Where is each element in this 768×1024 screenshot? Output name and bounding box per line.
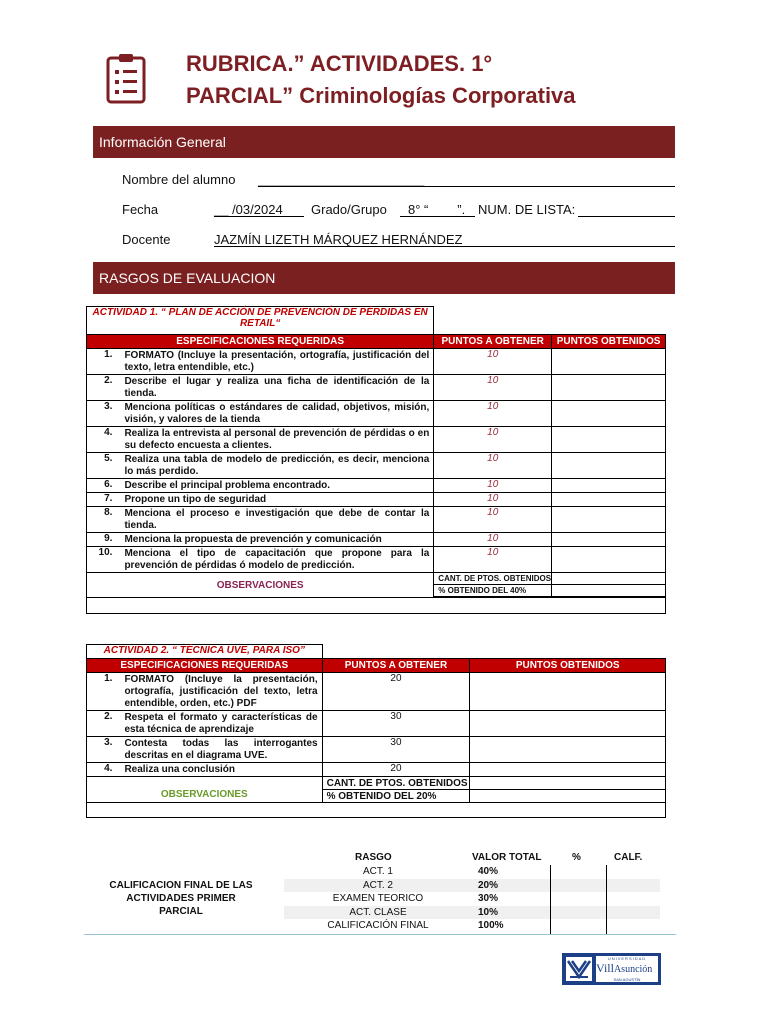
summary-row-calf[interactable] [608,865,660,878]
activity1-row [87,427,666,453]
activity2-row-points: 20 [322,673,470,711]
activity2-pct-label: % OBTENIDO DEL 20% [322,790,470,803]
student-name-line[interactable] [258,186,675,187]
activity2-row-spec: FORMATO (Incluye la presentación, ortografía, justificación del texto, letra entendible, orden, etc.) PDF [120,673,322,711]
activity2-row-number: 1. [87,673,121,711]
logo-university-label: UNIVERSIDAD [607,956,647,961]
activity2-row-obtained[interactable] [470,763,666,777]
activity1-row-points: 10 [434,375,552,401]
activity1-row-spec: Menciona el tipo de capacitación que propone para la prevención de pérdidas ó modelo de predicción. [120,547,433,573]
activity1-row-obtained[interactable] [552,349,666,375]
activity1-row-points: 10 [434,507,552,533]
activity1-cant-value[interactable] [552,573,666,585]
activity1-col-points: PUNTOS A OBTENER [434,335,552,349]
activity1-col-spec: ESPECIFICACIONES REQUERIDAS [87,335,434,349]
summary-row [284,906,660,919]
activity1-notes-row[interactable] [87,598,666,614]
activity2-row-obtained[interactable] [470,711,666,737]
activity1-row-spec: Realiza una tabla de modelo de predicción, es decir, menciona lo más perdido. [120,453,433,479]
activity1-row-number: 9. [87,533,121,547]
activity1-row-obtained[interactable] [552,453,666,479]
summary-row-pct[interactable] [552,879,606,892]
summary-row [284,865,660,878]
activity1-row-obtained[interactable] [552,479,666,493]
activity1-row-number: 3. [87,401,121,427]
activity1-row-number: 5. [87,453,121,479]
list-number-line[interactable] [578,216,675,217]
footer-rule [84,934,676,935]
activity1-table [86,306,666,614]
activity1-row-obtained[interactable] [552,533,666,547]
logo-name [596,961,658,977]
summary-row-pct[interactable] [552,919,606,932]
activity1-row [87,375,666,401]
date-label: Fecha [122,202,159,217]
activity1-row [87,493,666,507]
list-number-label: NUM. DE LISTA: [478,202,576,217]
activity1-row-obtained[interactable] [552,401,666,427]
summary-title [105,879,257,918]
activity1-pct-label: % OBTENIDO DEL 40% [434,585,552,597]
activity1-row-points: 10 [434,453,552,479]
logo-bottom-label: SAN AGUSTÍN [613,977,641,982]
title-line-2: PARCIAL” Criminologías Corporativa [186,83,576,108]
activity2-row-number: 3. [87,737,121,763]
grade-value: 8° “ ”. [408,202,466,217]
summary-col-calf: CALF. [614,852,643,863]
summary-row [284,919,660,932]
activity1-observations: OBSERVACIONES [87,573,434,598]
summary-row-valor: 10% [478,906,499,918]
activity1-row-points: 10 [434,547,552,573]
activity1-row-spec: FORMATO (Incluye la presentación, ortografía, justificación del texto, letra entendible, etc.) [120,349,433,375]
teacher-line [214,246,675,247]
activity2-col-points: PUNTOS A OBTENER [322,659,470,673]
summary-row-pct[interactable] [552,865,606,878]
logo-name-part2: Asunción [613,964,653,975]
summary-row-rasgo: ACT. 1 [362,866,393,877]
summary-col-total: VALOR TOTAL [472,852,542,863]
activity1-row [87,401,666,427]
activity2-row-obtained[interactable] [470,737,666,763]
page-title [186,48,726,112]
activity1-row-points: 10 [434,427,552,453]
activity2-observations: OBSERVACIONES [87,777,323,803]
summary-row-valor: 40% [478,866,499,877]
activity1-row-points: 10 [434,349,552,375]
activity2-table [86,644,666,818]
activity1-row [87,547,666,573]
general-info-band: Información General [93,126,675,158]
summary-title-line1: CALIFICACION FINAL DE LAS [109,880,253,891]
evaluation-band: RASGOS DE EVALUACION [93,262,675,294]
activity1-pct-value[interactable] [552,585,666,597]
activity2-cant-value[interactable] [470,777,666,790]
summary-divider-1 [550,865,551,935]
summary-col-rasgo: RASGO [355,852,392,863]
summary-row [284,892,660,905]
grade-label: Grado/Grupo [311,202,387,217]
activity1-row-number: 1. [87,349,121,375]
activity1-row-spec: Describe el principal problema encontrado. [120,479,433,493]
activity1-row [87,507,666,533]
student-label: Nombre del alumno [122,172,236,187]
activity2-row-obtained[interactable] [470,673,666,711]
activity1-row-spec: Propone un tipo de seguridad [120,493,433,507]
activity1-row-obtained[interactable] [552,547,666,573]
activity2-row-spec: Realiza una conclusión [120,763,322,777]
summary-row-calf[interactable] [608,919,660,932]
logo-text-panel [596,956,658,982]
summary-row-rasgo: ACT. CLASE [349,906,407,918]
university-shield-icon [566,957,592,981]
activity1-row-spec: Menciona el proceso e investigación que debe de contar la tienda. [120,507,433,533]
activity2-row-points: 20 [322,763,470,777]
activity1-row-spec: Menciona la propuesta de prevención y comunicación [120,533,433,547]
title-line-1: RUBRICA.” ACTIVIDADES. 1° [186,51,493,76]
logo-name-part1: Vill [596,961,614,975]
summary-col-pct: % [572,852,581,863]
activity1-row-number: 8. [87,507,121,533]
activity2-row-spec: Respeta el formato y características de esta técnica de aprendizaje [120,711,322,737]
date-line[interactable] [214,216,304,217]
activity2-row-points: 30 [322,737,470,763]
activity1-row-obtained[interactable] [552,507,666,533]
activity1-row-spec: Menciona políticas o estándares de calidad, objetivos, misión, visión, y valores de la tienda [120,401,433,427]
activity1-title: ACTIVIDAD 1. “ PLAN DE ACCIÓN DE PREVENCIÓN DE PÉRDIDAS EN RETAIL“ [87,307,434,335]
activity1-row-number: 4. [87,427,121,453]
summary-row-pct[interactable] [552,892,606,905]
activity1-row-spec: Realiza la entrevista al personal de prevención de pérdidas o en su defecto encuesta a clientes. [120,427,433,453]
activity1-row [87,349,666,375]
activity1-row-number: 2. [87,375,121,401]
clipboard-list-icon [105,52,147,104]
activity1-row-points: 10 [434,479,552,493]
activity1-row-points: 10 [434,401,552,427]
summary-row-valor: 20% [478,879,499,891]
activity2-row-points: 30 [322,711,470,737]
activity1-row-number: 10. [87,547,121,573]
activity1-row [87,533,666,547]
activity1-cant-label: CANT. DE PTOS. OBTENIDOS [434,573,552,585]
activity1-row-points: 10 [434,533,552,547]
university-logo [562,953,661,985]
activity2-col-spec: ESPECIFICACIONES REQUERIDAS [87,659,323,673]
activity1-row-obtained[interactable] [552,375,666,401]
summary-row-rasgo: ACT. 2 [362,879,393,891]
summary-row-rasgo: EXAMEN TEORICO [332,893,424,904]
summary-divider-2 [606,865,607,935]
activity1-row-number: 6. [87,479,121,493]
activity2-row [87,673,666,711]
activity1-row [87,479,666,493]
activity2-row [87,763,666,777]
summary-row-rasgo: CALIFICACIÓN FINAL [327,920,429,931]
summary-row-calf[interactable] [608,906,660,919]
activity2-notes-row[interactable] [87,803,666,818]
summary-row-pct[interactable] [552,906,606,919]
activity2-pct-value[interactable] [470,790,666,803]
activity2-row-number: 2. [87,711,121,737]
teacher-value: JAZMÍN LIZETH MÁRQUEZ HERNÁNDEZ [214,232,463,247]
activity2-row-number: 4. [87,763,121,777]
activity2-col-obtained: PUNTOS OBTENIDOS [470,659,666,673]
activity1-row-obtained[interactable] [552,493,666,507]
activity1-row-number: 7. [87,493,121,507]
grade-line[interactable] [400,216,475,217]
summary-row-calf[interactable] [608,892,660,905]
summary-row-valor: 100% [478,920,504,931]
summary-row-valor: 30% [478,893,499,904]
activity2-row [87,711,666,737]
activity2-title: ACTIVIDAD 2. “ TÉCNICA UVE, PARA ISO” [87,645,323,659]
activity1-row [87,453,666,479]
activity1-row-obtained[interactable] [552,427,666,453]
teacher-label: Docente [122,232,171,247]
date-value: __ /03/2024 [214,202,283,217]
student-blank: _______________________ [258,172,425,187]
activity1-row-points: 10 [434,493,552,507]
summary-row-calf[interactable] [608,879,660,892]
activity1-row-spec: Describe el lugar y realiza una ficha de identificación de la tienda. [120,375,433,401]
activity2-cant-label: CANT. DE PTOS. OBTENIDOS [322,777,470,790]
activity2-row-spec: Contesta todas las interrogantes descritas en el diagrama UVE. [120,737,322,763]
summary-row [284,879,660,892]
activity1-col-obtained: PUNTOS OBTENIDOS [552,335,666,349]
activity2-row [87,737,666,763]
summary-title-line2: ACTIVIDADES PRIMER PARCIAL [126,893,236,917]
